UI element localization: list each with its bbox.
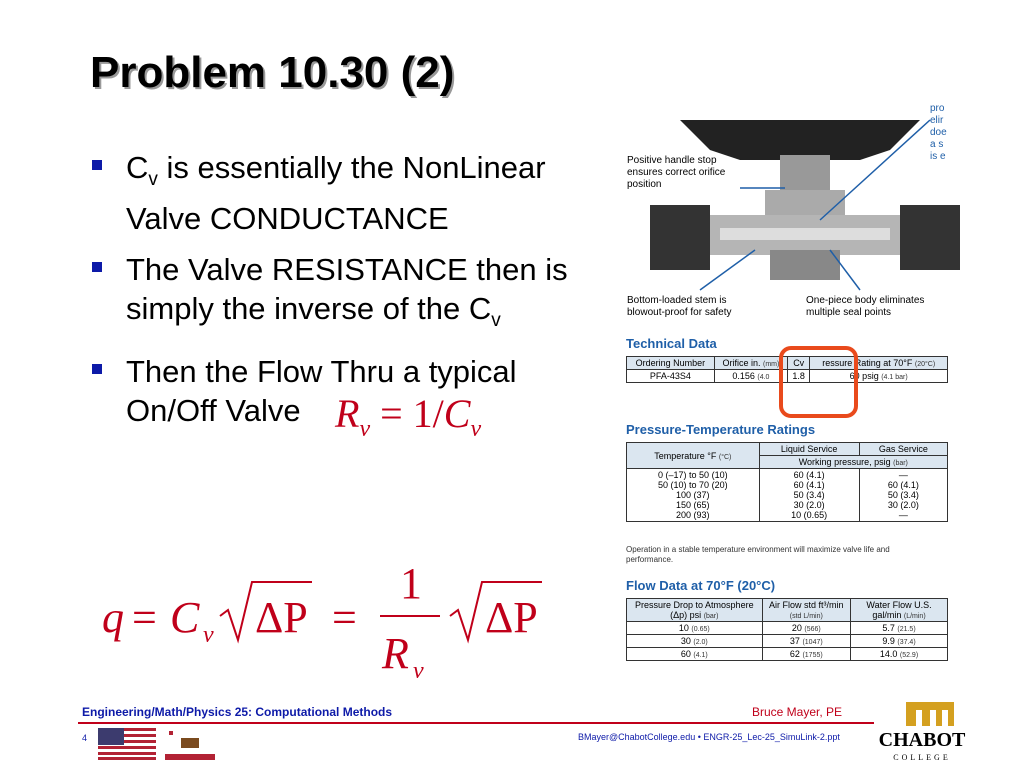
bullet-text: The Valve RESISTANCE then is simply the inverse of the C bbox=[126, 252, 568, 327]
callout-list: pro elir doe a s is e bbox=[930, 103, 947, 162]
svg-text:COLLEGE: COLLEGE bbox=[893, 753, 951, 762]
chabot-college-logo bbox=[876, 700, 968, 766]
handle-callout: Positive handle stop ensures correct orifice position bbox=[627, 155, 726, 190]
footer-file: BMayer@ChabotCollege.edu • ENGR-25_Lec-25_SimuLink-2.ppt bbox=[578, 732, 840, 742]
footer-course: Engineering/Math/Physics 25: Computational Methods bbox=[82, 705, 393, 719]
bullet-text: C bbox=[126, 150, 149, 185]
eq-r-sub: v bbox=[413, 658, 424, 684]
table-row: 30 (2.0) 37 (1047) 9.9 (37.4) bbox=[627, 635, 948, 648]
bullet-square-icon bbox=[92, 160, 102, 170]
pt-table: Temperature °F (°C) Liquid Service Gas Service Working pressure, psig (bar) 0 (–17) to 50 (10) 50 (10) to 70 (20) 100 (37) 150 (65) 200 (93) 60 (4.1) 60 (4.1) 50 (3.4) 30 (2.0) 10 (0.65) — 60 (4.1) 50 (3.4) 30 (2.0) — bbox=[626, 442, 948, 522]
bullet-text: Then the Flow Thru a typical On/Off Valve bbox=[126, 354, 517, 429]
bullet-square-icon bbox=[92, 262, 102, 272]
table-row: 10 (0.65) 20 (566) 5.7 (21.5) bbox=[627, 622, 948, 635]
resistance-equation: $R_v = 1/C_v$ bbox=[335, 391, 482, 442]
eq-equals: = bbox=[332, 593, 357, 642]
eq-one: 1 bbox=[400, 560, 422, 608]
eq-dp: ΔP bbox=[255, 593, 308, 642]
eq-r: R bbox=[382, 629, 409, 678]
flow-table: Pressure Drop to Atmosphere (Δp) psi (bar) Air Flow std ft³/min (std L/min) Water Flow U.S. gal/min (L/min) 10 (0.65) 20 (566) 5.7 (21.5) 30 (2.0) 37 (1047) 9.9 (37.4) 60 (4.1) 62 (1755) 14.0 (52.9) bbox=[626, 598, 948, 661]
pt-ratings-title: Pressure-Temperature Ratings bbox=[626, 422, 816, 437]
table-header: ressure Rating at 70°F (20°C) bbox=[810, 357, 948, 370]
california-flag-icon bbox=[165, 728, 215, 760]
eq-dp: ΔP bbox=[485, 593, 538, 642]
stem-callout: Bottom-loaded stem is blowout-proof for safety bbox=[627, 295, 732, 318]
bullet-text: is essentially the NonLinear Valve CONDUCTANCE bbox=[126, 150, 546, 237]
table-header: Ordering Number bbox=[627, 357, 715, 370]
eq-q: q bbox=[102, 593, 124, 642]
us-flag-icon bbox=[98, 728, 156, 760]
bullet-square-icon bbox=[92, 364, 102, 374]
eq-equals: = bbox=[132, 593, 157, 642]
table-row: PFA-43S4 0.156 (4.0 1.8 60 psig (4.1 bar) bbox=[627, 370, 948, 383]
bullet-item bbox=[90, 250, 590, 340]
footer-divider bbox=[78, 722, 874, 724]
cv-highlight-box bbox=[779, 346, 858, 418]
table-header: Cv bbox=[788, 357, 810, 370]
page-number: 4 bbox=[82, 733, 88, 743]
footer-author: Bruce Mayer, PE bbox=[752, 705, 843, 719]
svg-text:CHABOT: CHABOT bbox=[878, 729, 966, 751]
table-header: Orifice in. (mm) bbox=[714, 357, 787, 370]
table-row: 60 (4.1) 62 (1755) 14.0 (52.9) bbox=[627, 648, 948, 661]
body-callout: One-piece body eliminates multiple seal points bbox=[806, 295, 925, 318]
bullet-item bbox=[90, 148, 590, 238]
table-row: 0 (–17) to 50 (10) 50 (10) to 70 (20) 100 (37) 150 (65) 200 (93) 60 (4.1) 60 (4.1) 50 (3.4) 30 (2.0) 10 (0.65) — 60 (4.1) 50 (3.4) 30 (2.0) — bbox=[627, 469, 948, 522]
bullet-subscript: v bbox=[148, 169, 158, 191]
flow-data-title: Flow Data at 70°F (20°C) bbox=[626, 578, 776, 593]
bullet-subscript: v bbox=[491, 310, 501, 332]
eq-c: C bbox=[170, 593, 200, 642]
flow-equation bbox=[100, 560, 560, 690]
slide-title: Problem 10.30 (2) bbox=[90, 48, 455, 97]
pt-note: Operation in a stable temperature environment will maximize valve life and performance. bbox=[626, 545, 890, 564]
technical-data-title: Technical Data bbox=[626, 336, 717, 351]
eq-c-sub: v bbox=[203, 622, 214, 648]
